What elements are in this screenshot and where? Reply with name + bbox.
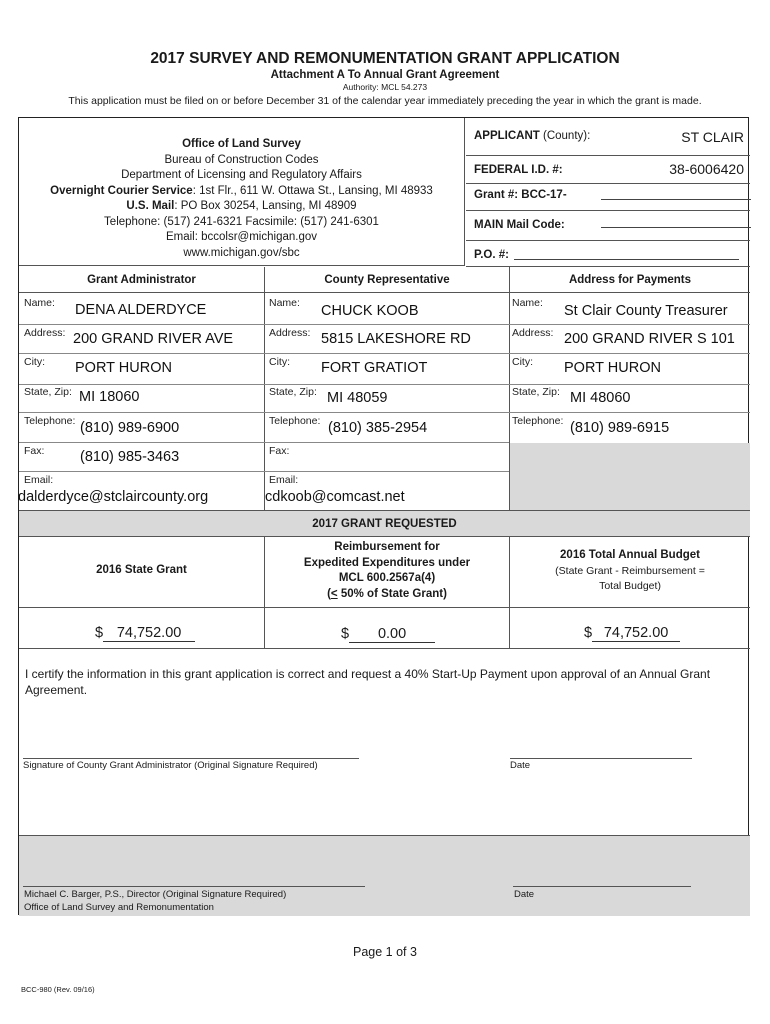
payment-state-zip-value[interactable]: MI 48060	[570, 390, 631, 406]
county-rep-telephone-value[interactable]: (810) 385-2954	[328, 420, 428, 436]
column-divider	[264, 267, 265, 510]
county-rep-city-label: City:	[269, 356, 290, 368]
po-number-field[interactable]	[514, 249, 739, 260]
payment-telephone-label: Telephone:	[512, 415, 564, 427]
payment-address-heading: Address for Payments	[510, 267, 750, 293]
office-email: Email: bccolsr@michigan.gov	[165, 231, 317, 243]
payment-telephone-value[interactable]: (810) 989-6915	[570, 420, 670, 436]
county-rep-address-value[interactable]: 5815 LAKESHORE RD	[321, 331, 471, 347]
payment-city-label: City:	[512, 356, 533, 368]
office-phone: Telephone: (517) 241-6321 Facsimile: (517) 241-6301	[104, 215, 379, 228]
county-rep-address-label: Address:	[269, 327, 311, 339]
payment-blank-area	[510, 443, 750, 510]
row-divider	[19, 384, 750, 385]
mail-code-row	[466, 211, 750, 241]
row-divider	[19, 324, 750, 325]
applicant-county-label: APPLICANT	[474, 130, 540, 142]
director-signature-line[interactable]	[23, 886, 365, 887]
payment-city-value[interactable]: PORT HURON	[564, 360, 661, 376]
office-courier: Overnight Courier Service: 1st Flr., 611 W. Ottawa St., Lansing, MI 48933	[50, 184, 433, 197]
admin-name-label: Name:	[24, 297, 55, 309]
reimbursement-heading: Reimbursement for Expedited Expenditures under MCL 600.2567a(4) (< 50% of State Grant)	[303, 541, 471, 600]
form-title: 2017 SURVEY AND REMONUMENTATION GRANT APPLICATION	[150, 50, 620, 67]
admin-signature-label: Signature of County Grant Administrator (Original Signature Required)	[23, 760, 318, 771]
admin-fax-label: Fax:	[24, 445, 45, 457]
grant-number-row	[466, 184, 750, 211]
form-subtitle: Attachment A To Annual Grant Agreement	[270, 69, 500, 81]
admin-address-label: Address:	[24, 327, 66, 339]
filing-notice: This application must be filed on or before December 31 of the calendar year immediately preceding the year in which the grant is made.	[68, 95, 702, 107]
payment-name-value[interactable]: St Clair County Treasurer	[564, 303, 728, 319]
federal-id-label: FEDERAL I.D. #:	[474, 164, 563, 176]
po-number-row	[466, 241, 750, 267]
admin-city-label: City:	[24, 356, 45, 368]
grant-requested-heading: 2017 GRANT REQUESTED	[19, 510, 750, 537]
office-address-block	[19, 118, 465, 266]
admin-telephone-value[interactable]: (810) 989-6900	[80, 420, 180, 436]
admin-signature-line[interactable]	[23, 758, 359, 759]
county-rep-state-zip-label: State, Zip:	[269, 386, 317, 398]
county-rep-heading: County Representative	[265, 267, 509, 293]
admin-email-label: Email:	[24, 474, 54, 486]
state-grant-amount[interactable]: $ 74,752.00	[95, 625, 195, 642]
admin-fax-value[interactable]: (810) 985-3463	[80, 449, 180, 465]
admin-address-value[interactable]: 200 GRAND RIVER AVE	[73, 331, 234, 347]
grant-number-field[interactable]	[601, 189, 751, 200]
county-rep-fax-label: Fax:	[269, 445, 290, 457]
payment-state-zip-label: State, Zip:	[512, 386, 560, 398]
application-form	[18, 117, 749, 915]
po-number-label: P.O. #:	[474, 249, 509, 261]
certification-text: I certify the information in this grant application is correct and request a 40% Start-Up Payment upon approval of an Annual Grant Agreement.	[25, 667, 711, 697]
office-department: Department of Licensing and Regulatory Affairs	[121, 169, 362, 181]
row-divider	[19, 607, 750, 608]
director-signature-area	[19, 835, 750, 916]
admin-email-value[interactable]: dalderdyce@stclaircounty.org	[18, 489, 209, 505]
director-date-line[interactable]	[513, 886, 691, 887]
total-budget-heading: 2016 Total Annual Budget (State Grant - Reimbursement = Total Budget)	[555, 549, 705, 592]
office-bureau: Bureau of Construction Codes	[164, 153, 319, 166]
county-rep-email-value[interactable]: cdkoob@comcast.net	[265, 489, 405, 505]
grant-admin-heading: Grant Administrator	[19, 267, 264, 293]
row-divider	[19, 442, 509, 443]
director-office-label: Office of Land Survey and Remonumentation	[24, 902, 214, 913]
director-signature-label: Michael C. Barger, P.S., Director (Original Signature Required)	[24, 889, 287, 900]
admin-date-line[interactable]	[510, 758, 692, 759]
county-rep-city-value[interactable]: FORT GRATIOT	[321, 360, 428, 376]
county-rep-email-label: Email:	[269, 474, 299, 486]
payment-address-value[interactable]: 200 GRAND RIVER S 101	[564, 331, 735, 347]
row-divider	[19, 471, 509, 472]
state-grant-heading: 2016 State Grant	[96, 564, 187, 576]
admin-state-zip-value[interactable]: MI 18060	[79, 389, 140, 405]
county-rep-name-label: Name:	[269, 297, 300, 309]
total-budget-amount[interactable]: $ 74,752.00	[584, 625, 680, 642]
county-rep-name-value[interactable]: CHUCK KOOB	[321, 303, 419, 319]
mail-code-field[interactable]	[601, 217, 751, 228]
row-divider	[19, 412, 750, 413]
county-rep-telephone-label: Telephone:	[269, 415, 321, 427]
office-website: www.michigan.gov/sbc	[183, 246, 300, 259]
admin-date-label: Date	[510, 760, 531, 771]
applicant-county-row: APPLICANT (County): ST CLAIR	[466, 118, 750, 156]
federal-id-row	[466, 156, 750, 184]
county-rep-state-zip-value[interactable]: MI 48059	[327, 390, 388, 406]
federal-id-value[interactable]: 38-6006420	[669, 161, 744, 177]
admin-name-value[interactable]: DENA ALDERDYCE	[75, 302, 207, 318]
reimbursement-amount[interactable]: $ 0.00	[341, 626, 435, 643]
admin-state-zip-label: State, Zip:	[24, 386, 72, 398]
authority-note: Authority: MCL 54.273	[342, 82, 428, 92]
admin-city-value[interactable]: PORT HURON	[75, 360, 172, 376]
office-name: Office of Land Survey	[182, 138, 301, 150]
payment-name-label: Name:	[512, 297, 543, 309]
payment-address-label: Address:	[512, 327, 554, 339]
office-mail: U.S. Mail: PO Box 30254, Lansing, MI 48909	[126, 200, 357, 212]
grant-number-label: Grant #: BCC-17-	[474, 189, 567, 201]
director-date-label: Date	[514, 889, 535, 900]
applicant-county-value[interactable]: ST CLAIR	[681, 129, 744, 145]
admin-telephone-label: Telephone:	[24, 415, 76, 427]
mail-code-label: MAIN Mail Code:	[474, 219, 565, 231]
page-number: Page 1 of 3	[353, 945, 417, 959]
row-divider	[19, 353, 750, 354]
form-identifier: BCC-980 (Rev. 09/16)	[21, 985, 95, 994]
row-divider	[19, 648, 750, 649]
